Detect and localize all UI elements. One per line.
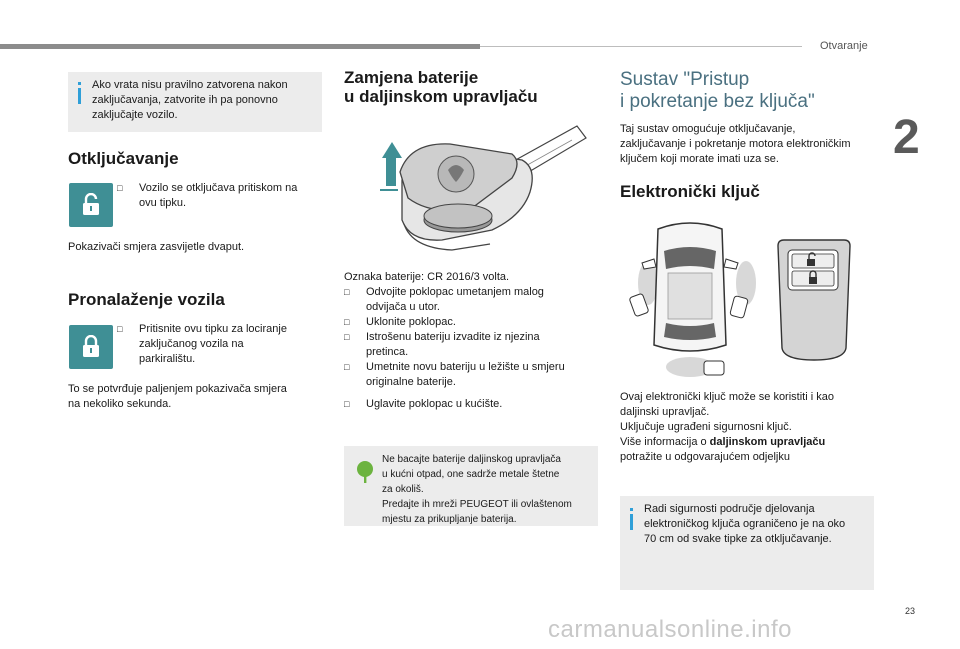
battery-type: Oznaka baterije: CR 2016/3 volta. bbox=[344, 271, 510, 283]
locate-button-image bbox=[69, 325, 113, 369]
battery-step-3: □ Istrošenu bateriju izvadite iz njezina pretinca. bbox=[344, 331, 540, 358]
eco-note-text: Ne bacajte baterije daljinskog upravljača u kućni otpad, one sadrže metale štetne za okoliš. Predajte ih mreži PEUGEOT ili ovlaštenom mjestu za prikupljanje baterija. bbox=[382, 454, 572, 525]
electronic-key-illustration bbox=[774, 238, 854, 362]
bullet-marker-icon: □ bbox=[117, 324, 123, 334]
key-battery-illustration bbox=[372, 120, 592, 260]
chapter-number: 2 bbox=[893, 111, 920, 164]
battery-step-5: □ Uglavite poklopac u kućište. bbox=[344, 398, 503, 410]
keyless-intro: Taj sustav omogućuje otključavanje, zaključavanje i pokretanje motora elektroničkim ključem koji morate imati uza se. bbox=[620, 123, 851, 165]
lock-icon bbox=[81, 335, 101, 359]
door-note-box bbox=[68, 72, 322, 132]
push-arrow-icon bbox=[380, 142, 402, 190]
bullet-marker-icon: □ bbox=[117, 183, 123, 193]
range-note-box bbox=[620, 496, 874, 590]
electronic-key-title: Elektronički ključ bbox=[620, 182, 760, 201]
info-icon bbox=[78, 88, 81, 104]
header-bar-dark bbox=[0, 44, 480, 49]
unlock-indicator-text: Pokazivači smjera zasvijetle dvaput. bbox=[68, 241, 245, 253]
unlock-instruction: □ Vozilo se otključava pritiskom na ovu tipku. bbox=[117, 182, 298, 209]
unlock-icon bbox=[81, 193, 101, 217]
bullet-marker-icon: □ bbox=[344, 362, 350, 372]
battery-step-2: □ Uklonite poklopac. bbox=[344, 316, 456, 328]
car-range-illustration bbox=[628, 215, 768, 385]
battery-title: Zamjena baterije u daljinskom upravljaču bbox=[344, 68, 538, 106]
watermark-text: carmanualsonline.info bbox=[548, 616, 792, 643]
eco-note-box bbox=[344, 446, 598, 526]
bullet-marker-icon: □ bbox=[344, 332, 350, 342]
electronic-key-description: Ovaj elektronički ključ može se koristiti i kao daljinski upravljač. Uključuje ugrađeni sigurnosni ključ. Više informacija o daljinskom upravljaču potražite u odgovarajućem odjeljku bbox=[620, 391, 834, 463]
unlock-button-image bbox=[69, 183, 113, 227]
key-fob-icon bbox=[730, 296, 749, 319]
bullet-marker-icon: □ bbox=[344, 317, 350, 327]
unlock-title: Otključavanje bbox=[68, 149, 179, 168]
header-bar-light bbox=[480, 46, 802, 47]
locate-confirm-text: To se potvrđuje paljenjem pokazivača smjera na nekoliko sekunda. bbox=[68, 383, 287, 410]
bullet-marker-icon: □ bbox=[344, 399, 350, 409]
locate-instruction: □ Pritisnite ovu tipku za lociranje zaključanog vozila na parkiralištu. bbox=[117, 323, 287, 365]
locate-title: Pronalaženje vozila bbox=[68, 290, 225, 309]
info-icon bbox=[630, 514, 633, 530]
door-note-text: Ako vrata nisu pravilno zatvorena nakon zaključavanja, zatvorite ih pa ponovno zaključajte vozilo. bbox=[92, 79, 288, 121]
section-label: Otvaranje bbox=[820, 40, 868, 52]
leaf-icon bbox=[354, 460, 376, 484]
key-fob-icon bbox=[704, 361, 724, 375]
battery-step-1: □ Odvojite poklopac umetanjem malog odvijača u utor. bbox=[344, 286, 544, 313]
page-number: 23 bbox=[905, 606, 916, 616]
battery-step-4: □ Umetnite novu bateriju u ležište u smjeru originalne baterije. bbox=[344, 361, 565, 388]
keyless-title: Sustav "Pristup i pokretanje bez ključa" bbox=[620, 69, 815, 112]
bullet-marker-icon: □ bbox=[344, 287, 350, 297]
range-note-text: Radi sigurnosti područje djelovanja elektroničkog ključa ograničeno je na oko 70 cm od svake tipke za otključavanje. bbox=[644, 503, 846, 545]
